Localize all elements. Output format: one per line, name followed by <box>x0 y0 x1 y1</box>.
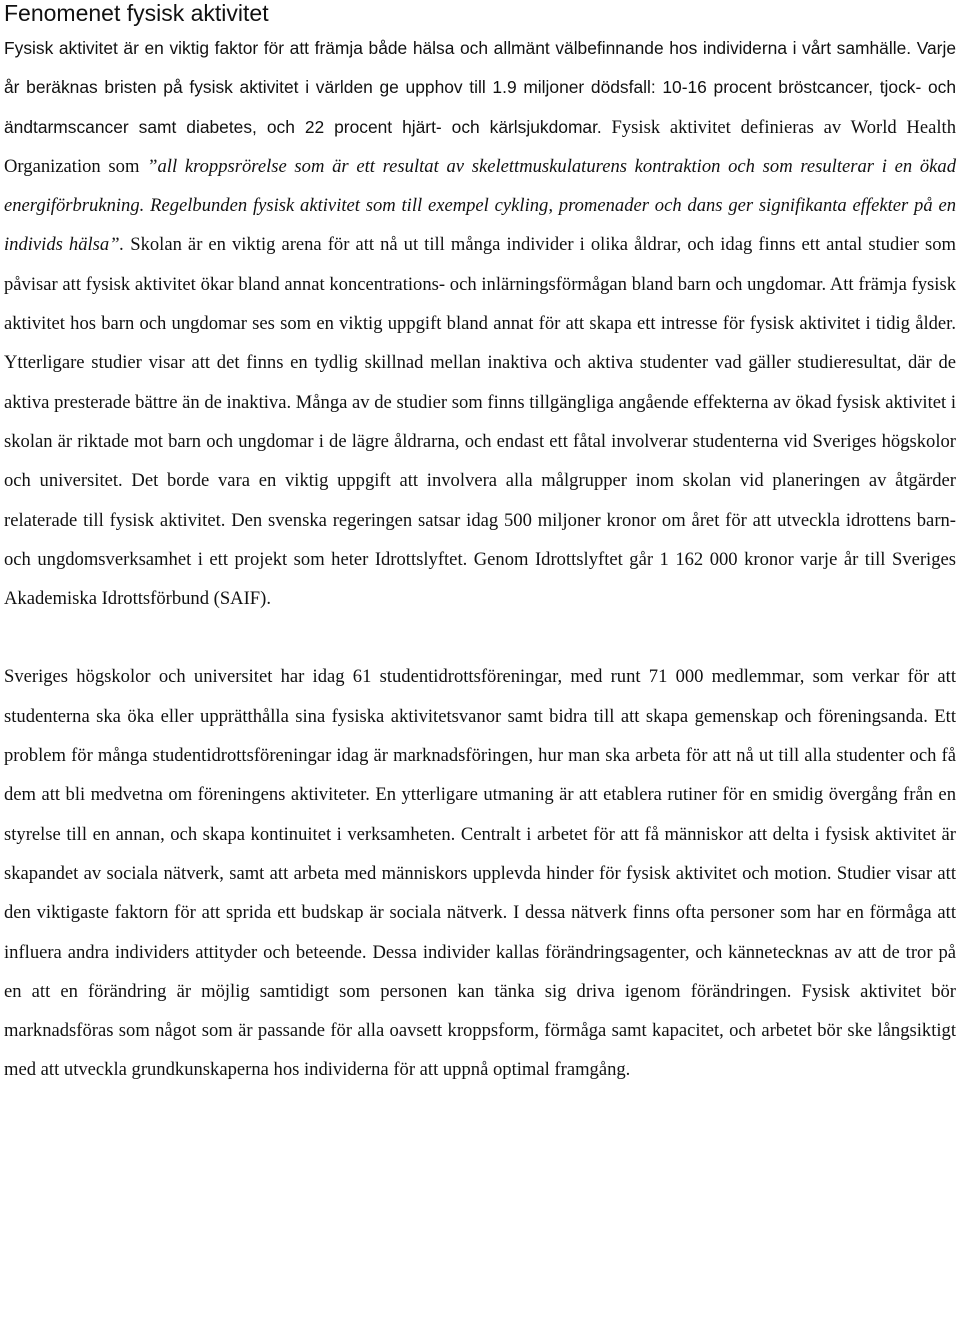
paragraph-intro-lead: Fysisk aktivitet är en viktig faktor för att främja både hälsa och allmänt välbefinnande hos individerna i vårt samhälle. Varje år beräknas bristen på fysisk aktivitet i världen ge upphov till 1.9 miljoner dödsfall: 10-16 procent bröstcancer, tjock- och ändtarmscancer samt diabetes, och 22 procent hjärt- och kärlsjukdomar. <box>4 38 956 137</box>
paragraph-intro <box>4 29 956 618</box>
paragraph-student-sports: Sveriges högskolor och universitet har idag 61 studentidrottsföreningar, med runt 71 000 medlemmar, som verkar för att studenterna ska öka eller upprätthålla sina fysiska aktivitetsvanor samt bidra till att skapa gemenskap och föreningsanda. Ett problem för många studentidrottsföreningar idag är marknadsföringen, hur man ska arbeta för att nå ut till alla studenter och få dem att bli medvetna om föreningens aktiviteter. En ytterligare utmaning är att etablera rutiner för en smidig övergång från en styrelse till en annan, och skapa kontinuitet i verksamheten. Centralt i arbetet för att få människor att delta i fysisk aktivitet är skapandet av sociala nätverk, samt att arbeta med människors upplevda hinder för fysisk aktivitet och motion. Studier visar att den viktigaste faktorn för att sprida ett budskap är sociala nätverk. I dessa nätverk finns ofta personer som har en förmåga att influera andra individers attityder och beteende. Dessa individer kallas förändringsagenter, och kännetecknas av att de tror på en att en förändring är möjlig samtidigt som personen kan tänka sig driva igenom förändringen. Fysisk aktivitet bör marknadsföras som något som är passande för alla oavsett kroppsform, förmåga samt kapacitet, och arbetet bör ske långsiktigt med att utveckla grundkunskaperna hos individerna för att uppnå optimal framgång. <box>4 666 956 1081</box>
paragraph-intro-rest: Skolan är en viktig arena för att nå ut till många individer i olika åldrar, och idag finns ett antal studier som påvisar att fysisk aktivitet ökar bland annat koncentrations- och inlärningsförmågan bland barn och ungdomar. Att främja fysisk aktivitet hos barn och ungdomar ses som en viktig uppgift bland annat för att skapa ett intresse för fysisk aktivitet i tidig ålder. Ytterligare studier visar att det finns en tydlig skillnad mellan inaktiva och aktiva studenter vad gäller studieresultat, där de aktiva presterade bättre än de inaktiva. Många av de studier som finns tillgängliga angående effekterna av ökad fysisk aktivitet i skolan är riktade mot barn och ungdomar i de lägre åldrarna, och endast ett fåtal involverar studenterna vid Sveriges högskolor och universitet. Det borde vara en viktig uppgift att involvera alla målgrupper inom skolan vid planeringen av åtgärder relaterade till fysisk aktivitet. Den svenska regeringen satsar idag 500 miljoner kronor om året för att utveckla idrottens barn- och ungdomsverksamhet i ett projekt som heter Idrottslyftet. Genom Idrottslyftet går 1 162 000 kronor varje år till Sveriges Akademiska Idrottsförbund (SAIF). <box>4 234 956 610</box>
who-definition-quote: ”all kroppsrörelse som är ett resultat av skelettmuskulaturens kontraktion och som resulterar i en ökad energiförbrukning. Regelbunden fysisk aktivitet som till exempel cykling, promenader och dans ger signifikanta effekter på en individs hälsa”. <box>4 155 956 256</box>
who-definition-intro: Fysisk aktivitet definieras av World Health Organization som <box>4 116 956 177</box>
document-page <box>4 0 956 1090</box>
document-title: Fenomenet fysisk aktivitet <box>4 0 269 26</box>
